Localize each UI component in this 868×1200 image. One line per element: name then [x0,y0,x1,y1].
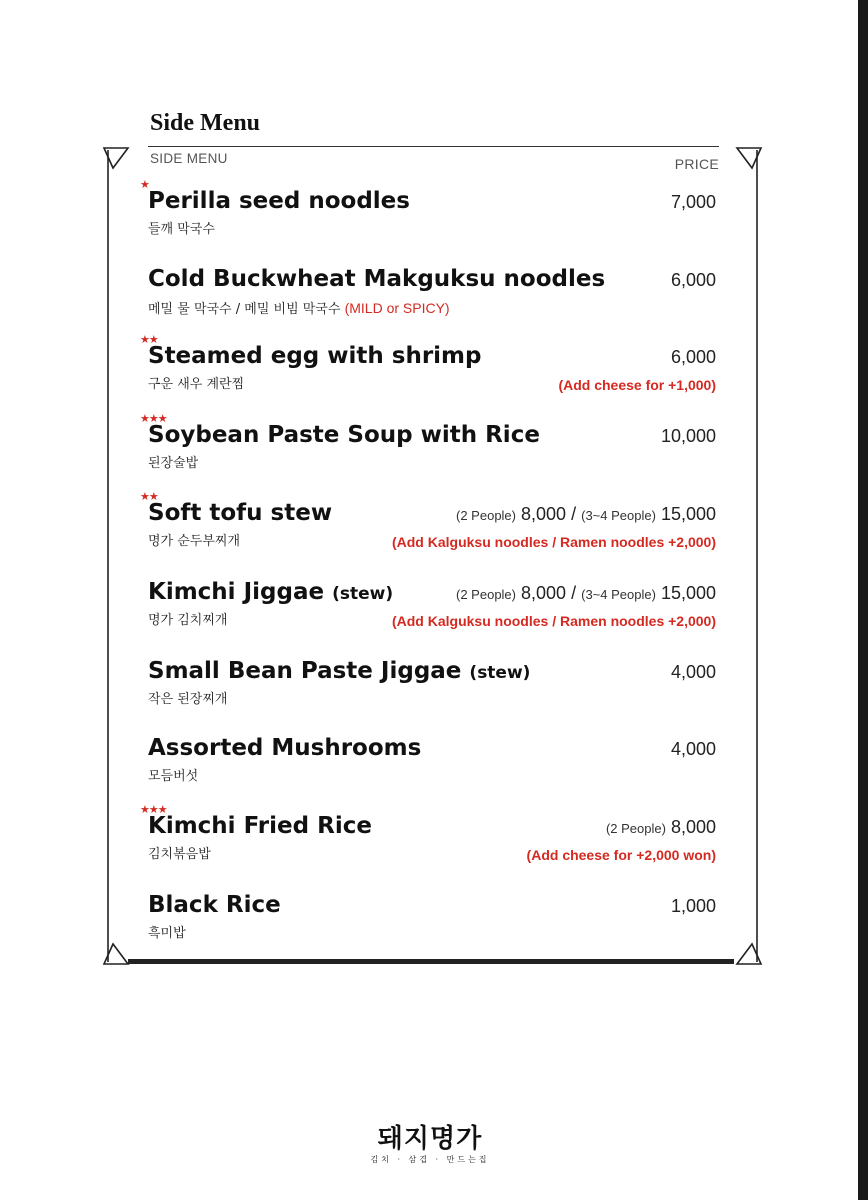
item-price [671,894,716,918]
korean-text: 메밀 물 막국수 / 메밀 비빔 막국수 [148,302,341,317]
price-value: 6,000 [670,270,716,290]
price-value: 7,000 [670,192,716,212]
item-name [148,578,393,608]
item-name [148,499,332,527]
rating-stars: ★★★ [140,803,167,816]
item-name-text: Cold Buckwheat Makguksu noodles [148,266,606,292]
serving-size: (2 People) [456,508,516,523]
title-divider [148,146,719,147]
menu-item [0,574,868,652]
korean-text: 들깨 막국수 [148,222,215,237]
spice-option-note: (MILD or SPICY) [344,300,450,316]
logo-tagline: 김치 · 삼겹 · 만드는집 [370,1155,490,1164]
item-korean-name [148,221,215,239]
korean-text: 명가 순두부찌개 [148,534,241,549]
item-price [671,190,716,214]
menu-item [0,333,868,416]
price-value: 15,000 [660,504,716,524]
item-name-text: Kimchi Fried Rice [148,813,372,839]
item-price [456,502,716,528]
add-on-note: (Add Kalguksu noodles / Ramen noodles +2,000) [391,613,716,629]
price-column-header: PRICE [674,156,719,172]
item-name [148,734,421,762]
item-name-text: Soybean Paste Soup with Rice [148,422,540,448]
item-price [661,424,716,448]
menu-item [0,490,868,573]
korean-text: 된장술밥 [148,456,199,471]
add-on-note: (Add cheese for +2,000 won) [526,847,716,863]
menu-item [0,803,868,886]
item-korean-name [148,925,186,943]
korean-text: 김치볶음밥 [148,847,211,862]
item-price [671,737,716,761]
item-korean-name [148,768,198,786]
item-name [148,265,605,293]
item-name-text: Perilla seed noodles [148,188,410,214]
price-value: 8,000 [521,583,567,603]
item-price [671,660,716,684]
price-separator: / [571,583,577,603]
item-name-text: Kimchi Jiggae [148,579,325,605]
add-on-note: (Add Kalguksu noodles / Ramen noodles +2,000) [391,534,716,550]
menu-item [0,261,868,339]
menu-item [0,730,868,808]
section-label: SIDE MENU [150,151,228,166]
logo-wordmark: 돼지명가 [377,1124,483,1154]
item-korean-name [148,612,227,630]
rating-stars: ★★ [140,333,158,346]
item-name-text: Small Bean Paste Jiggae [148,658,462,684]
price-value: 15,000 [660,583,716,603]
item-name-text: Steamed egg with shrimp [148,343,482,369]
rating-stars: ★ [140,178,149,191]
item-price [671,268,716,292]
restaurant-logo [330,1124,530,1166]
item-name [148,657,530,687]
korean-text: 명가 김치찌개 [148,613,228,628]
rating-stars: ★★★ [140,412,167,425]
rating-stars: ★★ [140,490,158,503]
item-name [148,187,410,215]
item-name-suffix: (stew) [469,663,531,683]
item-korean-name [148,846,211,864]
item-korean-name [148,376,244,394]
serving-size: (2 People) [605,821,666,836]
menu-item [0,178,868,261]
menu-item [0,412,868,495]
add-on-note: (Add cheese for +1,000) [558,377,716,393]
item-name-text: Soft tofu stew [148,500,333,526]
item-korean-name [148,691,227,709]
item-name-suffix: (stew) [332,584,394,604]
price-separator: / [571,504,577,524]
item-korean-name [148,299,450,319]
item-name [148,891,281,919]
korean-text: 구운 새우 계란찜 [148,377,245,392]
item-name-text: Black Rice [148,892,281,918]
serving-size: (2 People) [456,587,516,602]
price-value: 4,000 [670,739,716,759]
korean-text: 작은 된장찌개 [148,692,228,707]
korean-text: 모듬버섯 [148,769,199,784]
page-title: Side Menu [150,110,261,136]
item-name [148,812,372,840]
item-korean-name [148,455,198,473]
price-value: 10,000 [660,426,716,446]
item-name [148,421,540,449]
item-price [671,345,716,369]
item-price [456,581,716,607]
price-value: 1,000 [670,896,716,916]
serving-size: (3~4 People) [581,587,656,602]
item-name-text: Assorted Mushrooms [148,735,422,761]
korean-text: 흑미밥 [148,926,186,941]
item-korean-name [148,533,240,551]
item-name [148,342,481,370]
serving-size: (3~4 People) [581,508,656,523]
menu-item [0,887,868,965]
price-value: 8,000 [521,504,567,524]
item-price [606,815,716,841]
price-value: 4,000 [670,662,716,682]
menu-item [0,653,868,731]
price-value: 8,000 [670,817,716,837]
price-value: 6,000 [670,347,716,367]
